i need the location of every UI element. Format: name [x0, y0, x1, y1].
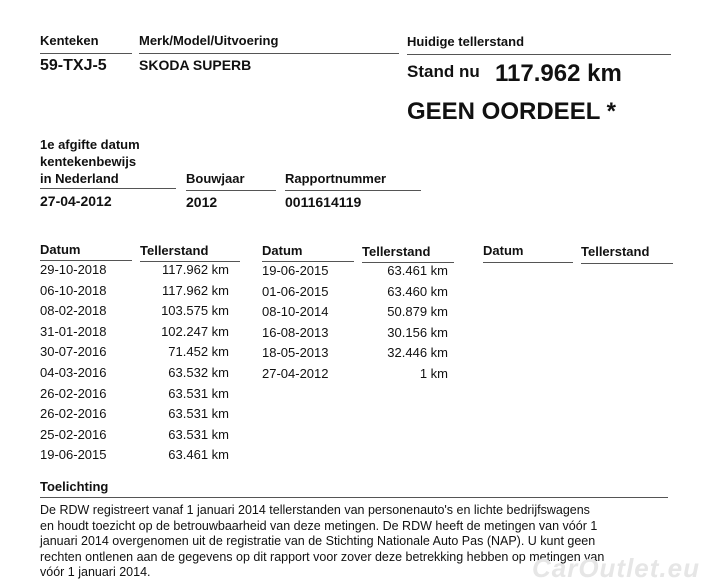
stand-label: Stand nu [407, 62, 480, 81]
history-date: 31-01-2018 [40, 323, 107, 339]
col-reading-header: Tellerstand [140, 243, 209, 258]
first-issue-label-line: kentekenbewijs [40, 154, 137, 169]
explanation-line: januari 2014 overgenomen uit de registratie van de Stichting Nationale Auto Pas (NAP). U kunt geen [40, 534, 596, 548]
history-date: 19-06-2015 [40, 447, 107, 463]
history-date: 04-03-2016 [40, 365, 107, 380]
history-date: 27-04-2012 [262, 366, 329, 381]
history-date: 29-10-2018 [40, 262, 107, 277]
history-date: 18-05-2013 [262, 345, 329, 361]
history-date: 08-10-2014 [262, 304, 329, 320]
history-date: 26-02-2016 [40, 385, 107, 401]
history-reading: 63.461 km [387, 263, 448, 278]
plate-label: Kenteken [40, 33, 99, 48]
build-year-value: 2012 [186, 194, 218, 210]
verdict: GEEN OORDEEL * [407, 98, 616, 125]
history-reading: 63.460 km [387, 283, 448, 299]
explanation-title: Toelichting [40, 479, 109, 494]
build-year-label: Bouwjaar [186, 171, 245, 186]
history-reading: 63.531 km [168, 426, 229, 442]
first-issue-value: 27-04-2012 [40, 193, 112, 209]
history-reading: 103.575 km [161, 303, 229, 319]
report-value: 0011614119 [285, 194, 362, 210]
first-issue-label-line: in Nederland [40, 171, 119, 186]
history-reading: 63.531 km [168, 385, 229, 401]
history-date: 26-02-2016 [40, 406, 107, 422]
history-reading: 71.452 km [168, 344, 229, 360]
col-date-header: Datum [483, 243, 524, 258]
col-date-header: Datum [262, 243, 303, 258]
col-reading-header: Tellerstand [581, 244, 650, 259]
col-reading-header: Tellerstand [362, 244, 431, 259]
stand-value: 117.962 km [495, 60, 622, 87]
explanation-body [40, 503, 604, 581]
odometer-label: Huidige tellerstand [407, 34, 525, 49]
history-date: 01-06-2015 [262, 283, 329, 299]
explanation-line: en houdt toezicht op de betrouwbaarheid van deze metingen. De RDW heeft de metingen van vóór 1 [40, 518, 598, 533]
history-reading: 63.461 km [168, 447, 229, 463]
explanation-line: vóór 1 januari 2014. [40, 565, 151, 579]
first-issue-label-line: 1e afgifte datum [40, 137, 140, 152]
history-reading: 50.879 km [387, 304, 448, 320]
history-date: 06-10-2018 [40, 282, 107, 298]
history-reading: 102.247 km [161, 323, 229, 339]
history-date: 16-08-2013 [262, 324, 329, 340]
model-value: SKODA SUPERB [139, 57, 252, 73]
history-date: 08-02-2018 [40, 303, 107, 319]
history-reading: 32.446 km [387, 345, 448, 361]
plate-value: 59-TXJ-5 [40, 57, 107, 74]
model-label: Merk/Model/Uitvoering [139, 33, 279, 48]
history-reading: 63.531 km [168, 406, 229, 422]
history-reading: 1 km [419, 366, 448, 381]
history-reading: 117.962 km [162, 282, 229, 298]
history-reading: 30.156 km [387, 324, 448, 340]
report-label: Rapportnummer [285, 171, 387, 186]
explanation-line: De RDW registreert vanaf 1 januari 2014 tellerstanden van personenauto's en lichte bedrijfswagens [40, 503, 590, 517]
history-date: 25-02-2016 [40, 426, 107, 442]
history-date: 30-07-2016 [40, 344, 107, 360]
history-reading: 63.532 km [168, 365, 229, 380]
col-date-header: Datum [40, 242, 81, 257]
first-issue-label [40, 136, 140, 187]
watermark-logo: CarOutlet.eu [531, 553, 700, 583]
history-reading: 117.962 km [162, 262, 229, 277]
explanation-line: rechten ontlenen aan de gegevens op dit rapport voor zover deze betrekking hebben op metingen van [40, 549, 605, 564]
history-date: 19-06-2015 [262, 263, 329, 278]
